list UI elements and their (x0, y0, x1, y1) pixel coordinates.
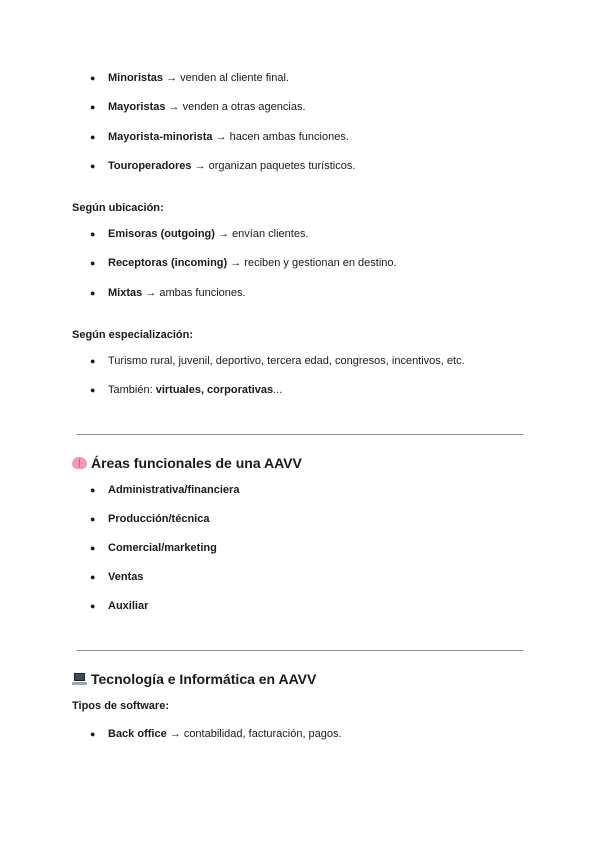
subheading-software: Tipos de software: (72, 700, 169, 712)
bullet: ● (90, 729, 96, 739)
list-item: ● Mayorista-minorista → hacen ambas funciones. (90, 131, 349, 143)
section-title-tecnologia: Tecnología e Informática en AAVV (72, 670, 316, 688)
list-item: ● También: virtuales, corporativas... (90, 384, 283, 396)
bullet: ● (90, 356, 96, 366)
section-title-areas: Áreas funcionales de una AAVV (72, 454, 302, 472)
list-item: ● Minoristas → venden al cliente final. (90, 72, 289, 84)
list-item: ● Back office → contabilidad, facturación, pagos. (90, 728, 342, 740)
bullet: ● (90, 385, 96, 395)
bullet: ● (90, 543, 96, 553)
laptop-icon (72, 673, 87, 685)
list-item: ● Touroperadores → organizan paquetes turísticos. (90, 160, 356, 172)
bullet: ● (90, 258, 96, 268)
list-item: ● Emisoras (outgoing) → envían clientes. (90, 228, 309, 240)
bullet: ● (90, 514, 96, 524)
list-item: ● Auxiliar (90, 600, 149, 612)
list-item: ● Mayoristas → venden a otras agencias. (90, 101, 306, 113)
list-item: ● Ventas (90, 571, 144, 583)
list-item: ● Producción/técnica (90, 513, 210, 525)
bullet: ● (90, 161, 96, 171)
list-item: ● Comercial/marketing (90, 542, 217, 554)
divider (76, 434, 524, 435)
bullet: ● (90, 601, 96, 611)
list-item: ● Turismo rural, juvenil, deportivo, tercera edad, congresos, incentivos, etc. (90, 355, 465, 367)
bullet: ● (90, 572, 96, 582)
list-item: ● Administrativa/financiera (90, 484, 240, 496)
bullet: ● (90, 73, 96, 83)
bullet: ● (90, 288, 96, 298)
bullet: ● (90, 229, 96, 239)
bullet: ● (90, 102, 96, 112)
list-item: ● Receptoras (incoming) → reciben y gestionan en destino. (90, 257, 397, 269)
divider (76, 650, 524, 651)
list-item: ● Mixtas → ambas funciones. (90, 287, 246, 299)
brain-icon (72, 457, 87, 469)
bullet: ● (90, 132, 96, 142)
subheading-especializacion: Según especialización: (72, 329, 194, 341)
subheading-ubicacion: Según ubicación: (72, 202, 164, 214)
bullet: ● (90, 485, 96, 495)
